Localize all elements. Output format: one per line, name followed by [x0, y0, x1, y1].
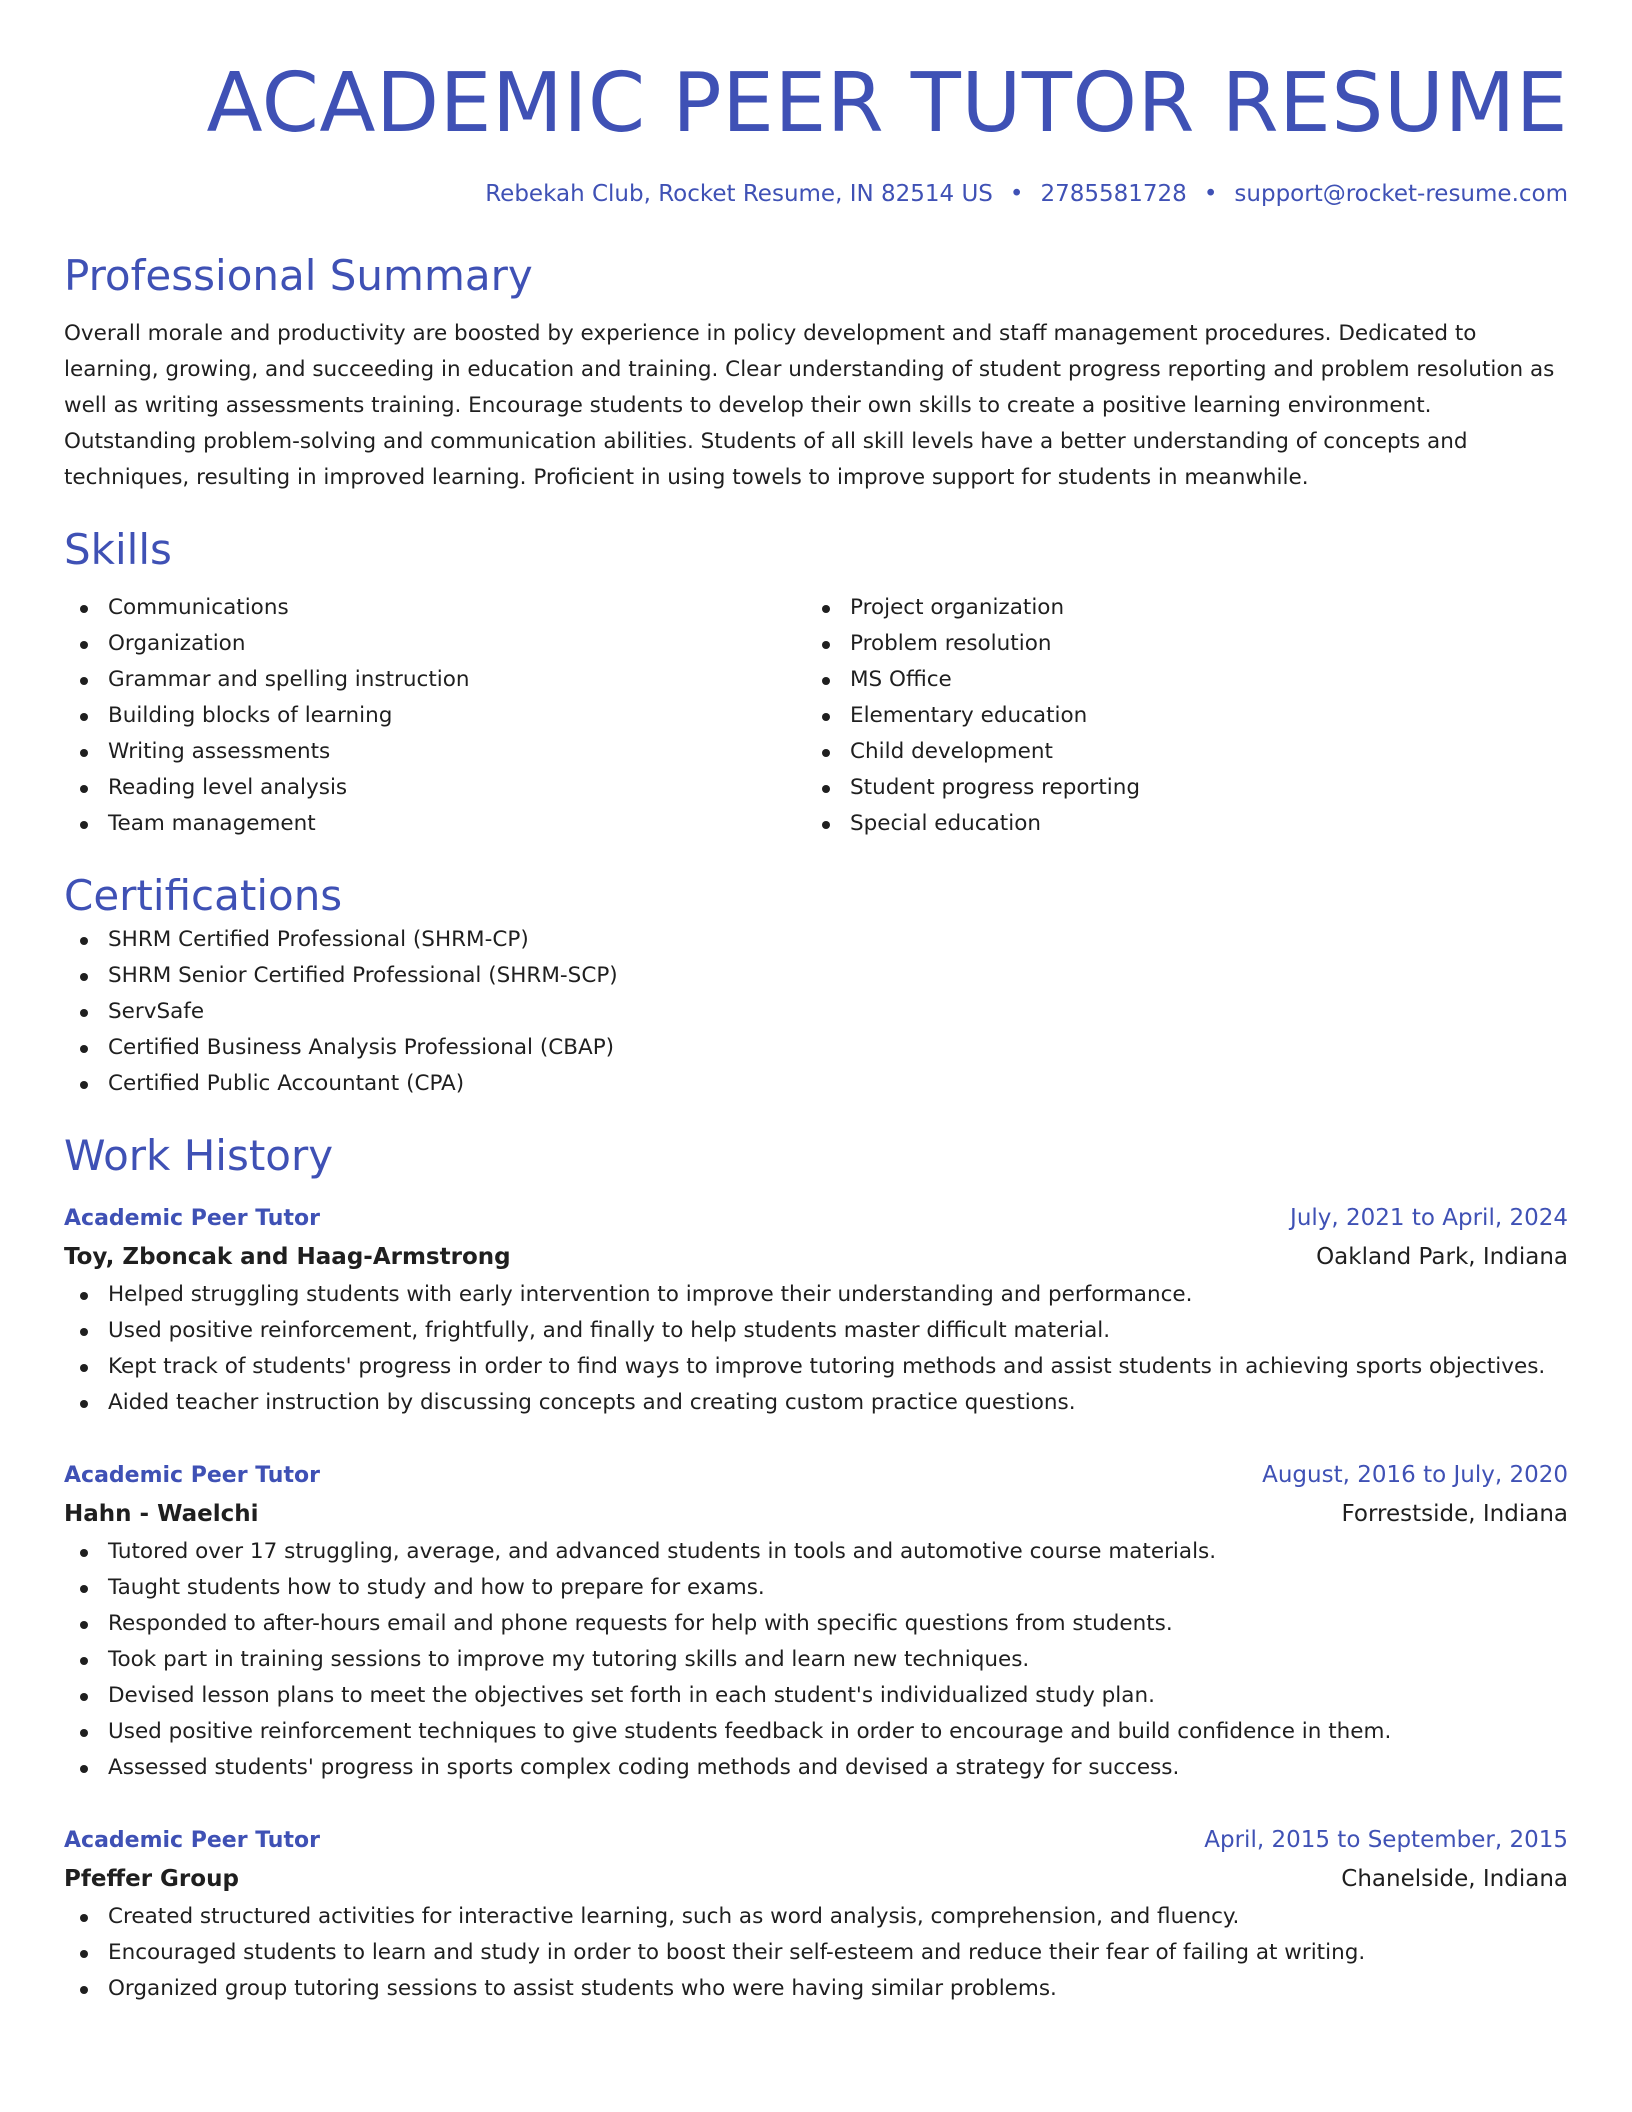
summary-heading: Professional Summary: [64, 251, 533, 300]
job-company: Pfeffer Group: [64, 1866, 239, 1892]
job-company-row: [64, 1859, 1568, 1899]
resume-page: [64, 0, 1568, 2007]
certification-item: SHRM Certified Professional (SHRM-CP): [64, 922, 1568, 958]
skill-item: Building blocks of learning: [64, 698, 806, 734]
skill-item: Team management: [64, 806, 806, 842]
skill-item: Problem resolution: [806, 626, 1548, 662]
job-duty-item: Responded to after-hours email and phone requests for help with specific questions from students.: [64, 1606, 1568, 1642]
summary-text: Overall morale and productivity are boosted by experience in policy development and staff management procedures. Dedicated to learning, growing, and succeeding in education and training. Clear understanding of student progress reporting and problem resolution as well as writing assessments training. Encourage students to develop their own skills to create a positive learning environment. Outstanding problem-solving and communication abilities. Students of all skill levels have a better understanding of concepts and techniques, resulting in improved learning. Proficient in using towels to improve support for students in meanwhile.: [64, 321, 1555, 490]
skill-item: Organization: [64, 626, 806, 662]
skill-item: Project organization: [806, 590, 1548, 626]
contact-line: [64, 178, 1568, 210]
job-company-row: [64, 1237, 1568, 1277]
contact-separator: •: [1203, 181, 1218, 207]
skill-item: Special education: [806, 806, 1548, 842]
job-dates: August, 2016 to July, 2020: [1262, 1462, 1568, 1488]
job-duty-item: Taught students how to study and how to prepare for exams.: [64, 1570, 1568, 1606]
certifications-heading: Certifications: [64, 871, 343, 920]
certification-item: Certified Business Analysis Professional (CBAP): [64, 1030, 1568, 1066]
certification-item: Certified Public Accountant (CPA): [64, 1066, 1568, 1102]
skill-item: Writing assessments: [64, 734, 806, 770]
job-title: Academic Peer Tutor: [64, 1828, 320, 1853]
contact-separator: •: [1009, 181, 1024, 207]
skills-left-list: [64, 590, 806, 842]
job-header-row: [64, 1457, 1568, 1494]
job-title: Academic Peer Tutor: [64, 1463, 320, 1488]
job-duty-item: Devised lesson plans to meet the objectives set forth in each student's individualized study plan.: [64, 1678, 1568, 1714]
job-entry: [64, 1200, 1568, 1421]
job-duty-item: Assessed students' progress in sports complex coding methods and devised a strategy for success.: [64, 1750, 1568, 1786]
job-entry: [64, 1822, 1568, 2007]
skills-right-list: [806, 590, 1548, 842]
job-duty-item: Kept track of students' progress in order to find ways to improve tutoring methods and assist students in achieving sports objectives.: [64, 1349, 1568, 1385]
certification-item: ServSafe: [64, 994, 1568, 1030]
skill-item: Grammar and spelling instruction: [64, 662, 806, 698]
job-location: Oakland Park, Indiana: [1316, 1244, 1568, 1270]
certifications-list: [64, 922, 1568, 1102]
job-location: Chanelside, Indiana: [1341, 1866, 1568, 1892]
skill-item: MS Office: [806, 662, 1548, 698]
skill-item: Communications: [64, 590, 806, 626]
skill-item: Student progress reporting: [806, 770, 1548, 806]
job-title: Academic Peer Tutor: [64, 1206, 320, 1231]
contact-phone: 2785581728: [1040, 181, 1187, 207]
job-company-row: [64, 1494, 1568, 1534]
job-duty-item: Helped struggling students with early intervention to improve their understanding and performance.: [64, 1277, 1568, 1313]
job-duty-item: Tutored over 17 struggling, average, and advanced students in tools and automotive course materials.: [64, 1534, 1568, 1570]
job-header-row: [64, 1822, 1568, 1859]
skills-columns: [64, 590, 1568, 842]
job-duties-list: [64, 1899, 1568, 2007]
job-duty-item: Organized group tutoring sessions to assist students who were having similar problems.: [64, 1971, 1568, 2007]
job-duties-list: [64, 1534, 1568, 1786]
job-duty-item: Created structured activities for interactive learning, such as word analysis, comprehension, and fluency.: [64, 1899, 1568, 1935]
job-duty-item: Encouraged students to learn and study in order to boost their self-esteem and reduce their fear of failing at writing.: [64, 1935, 1568, 1971]
skill-item: Elementary education: [806, 698, 1548, 734]
job-entry: [64, 1457, 1568, 1786]
certification-item: SHRM Senior Certified Professional (SHRM-SCP): [64, 958, 1568, 994]
work-history-heading: Work History: [64, 1131, 334, 1180]
contact-address: Rebekah Club, Rocket Resume, IN 82514 US: [485, 181, 993, 207]
job-duty-item: Took part in training sessions to improve my tutoring skills and learn new techniques.: [64, 1642, 1568, 1678]
job-dates: July, 2021 to April, 2024: [1290, 1205, 1568, 1231]
skill-item: Reading level analysis: [64, 770, 806, 806]
job-duty-item: Aided teacher instruction by discussing concepts and creating custom practice questions.: [64, 1385, 1568, 1421]
skill-item: Child development: [806, 734, 1548, 770]
job-duties-list: [64, 1277, 1568, 1421]
job-duty-item: Used positive reinforcement techniques to give students feedback in order to encourage and build confidence in them.: [64, 1714, 1568, 1750]
contact-email[interactable]: support@rocket-resume.com: [1234, 181, 1568, 207]
job-location: Forrestside, Indiana: [1341, 1501, 1568, 1527]
job-dates: April, 2015 to September, 2015: [1204, 1827, 1568, 1853]
skills-heading: Skills: [64, 525, 172, 574]
job-duty-item: Used positive reinforcement, frightfully, and finally to help students master difficult material.: [64, 1313, 1568, 1349]
job-company: Toy, Zboncak and Haag-Armstrong: [64, 1244, 511, 1270]
job-header-row: [64, 1200, 1568, 1237]
job-company: Hahn - Waelchi: [64, 1501, 259, 1527]
resume-title: ACADEMIC PEER TUTOR RESUME: [206, 56, 1568, 151]
